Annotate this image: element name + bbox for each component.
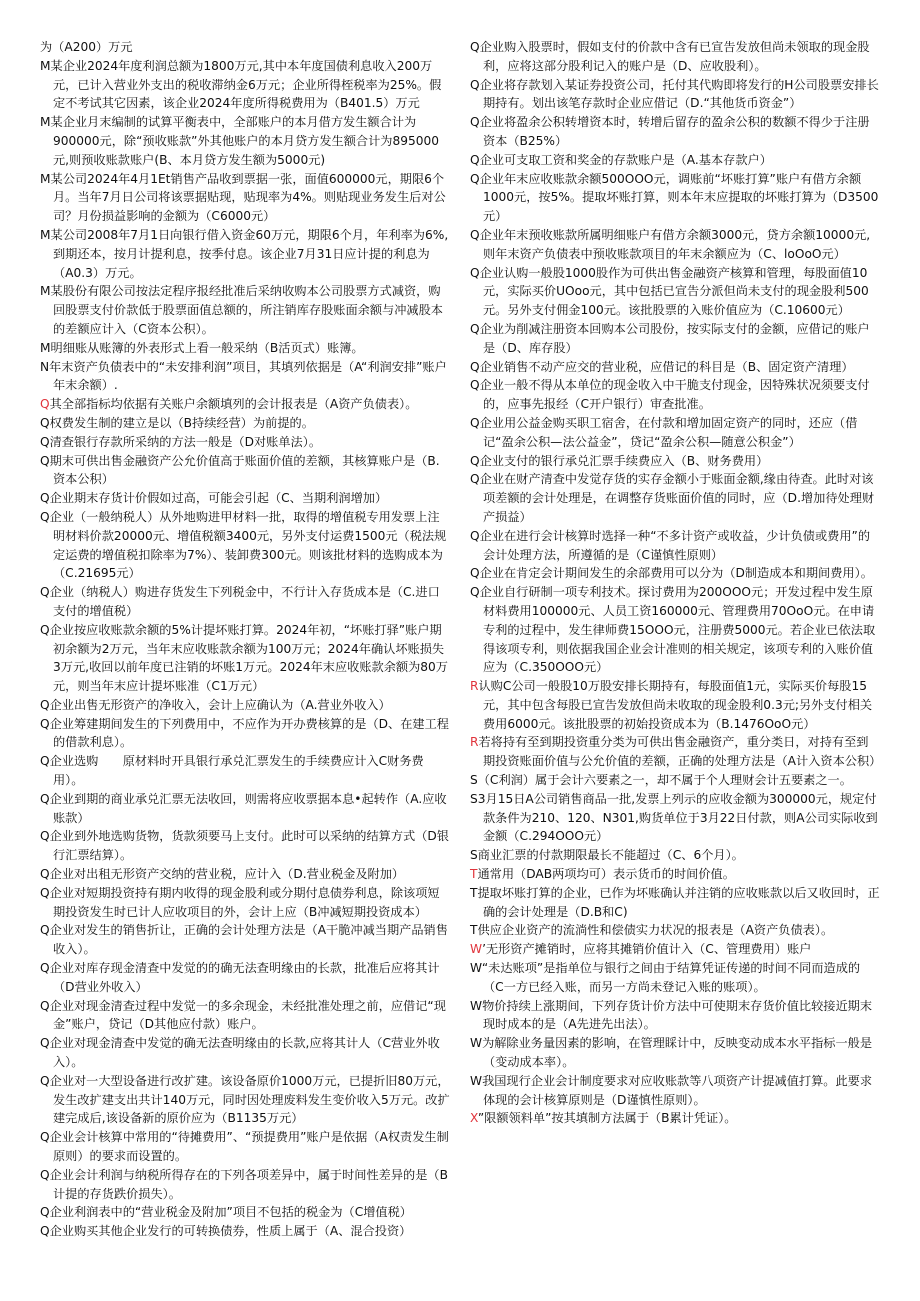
index-letter: Q [40,1205,50,1220]
index-letter: Q [40,1130,50,1145]
question-text: 企业认购一般股1000股作为可供出售金融资产核算和管理，每股面值10元，实际买价UOoo元，其中包括已宣告分派但尚未支付的现金股利500元。另外支付佣金100元。该批股票的入账价值应为（C.10600元） [479,265,869,318]
question-text: 某公司2024年4月1Et销售产品收到票据一张，面值600000元，期限6个月。当年7月日公司将该票据贴现，贴现率为4%。则贴现业务发生后对公司？月份损益影响的金额为（C6000元） [50,171,446,224]
question-item [470,264,880,320]
index-letter: M [40,227,51,242]
question-item [470,846,880,865]
question-text: 企业一般不得从本单位的现金收入中干脆支付现金，因特殊状况须要支付的，应事先报经（C开户银行）审查批准。 [479,378,870,412]
question-text: 企业对库存现金清查中发觉的的确无法查明缘由的长款，批准后应将其计（D营业外收入） [49,961,440,994]
index-letter: Q [470,40,480,54]
question-text: 我国现行企业会计制度要求对应收账款等八项资产计提减值打算。此要求体现的会计核算原则是（D谨慎性原则）。 [482,1073,873,1107]
question-item [40,1128,450,1166]
question-item [40,865,450,884]
question-text: 年末资产负债表中的“未安排利润”项目，其填列依据是（A“利润安排”账户年末余额）. [49,359,447,393]
index-letter: W [470,1073,483,1088]
index-letter: W [470,1036,483,1051]
index-letter: S [470,848,478,863]
question-text: 某企业2024年度利润总额为1800万元,其中本年度国债利息收入200万元，已计入营业外支出的税收滞纳金6万元；企业所得桎税率为25%。假定不考试其它因素，该企业2024年度所得税费用为（B401.5）万元 [50,58,442,111]
question-item [470,959,880,997]
question-item [470,677,880,733]
index-letter: M [40,58,51,73]
question-item [470,170,880,226]
index-letter: Q [40,829,50,844]
question-item [470,940,880,959]
question-text: 企业（一般纳税人）从外地购进甲材料一批，取得的增值税专用发票上注明材料价款20000元、增值税额3400元，另外支付运费1500元（税法规定运费的增值税扣除率为7%）、装卸费300元。则该批材料的选购成本为（C.21695元） [49,509,447,581]
question-text: 企业（纳税人）购进存货发生下列税金中，不行计入存货成本是（C.进口支付的增值税） [49,585,440,618]
question-text: 权费发生制的建立是以（B持续经营）为前提的。 [49,415,314,430]
question-text: （C利润）属于会计六要素之一，却不属于个人理财会计五要素之一。 [477,773,852,788]
index-letter: R [470,735,479,750]
left-column [40,38,450,1281]
index-letter: Q [470,585,480,600]
question-item [470,884,880,922]
question-item [470,414,880,452]
question-item [470,320,880,358]
question-text: 期末可供出售金融资产公允价值高于账面价值的差额，其核算账户是（B.资本公积） [49,453,440,487]
question-text: 企业年末应收账款余额500OOO元，调账前“坏账打算”账户有借方余额1000元，按5%。提取坏账打算，则本年末应提取的坏账打算为（D3500元） [479,171,879,224]
question-item [470,151,880,170]
question-text: 企业选购 原材料时开具银行承兑汇票发生的手续费应计入C财务费用）。 [49,754,424,788]
right-column [470,38,880,1281]
question-item [40,621,450,696]
question-item [40,414,450,433]
index-letter: Q [40,791,50,806]
question-item [40,508,450,583]
question-item [40,452,450,490]
question-item [470,76,880,114]
question-item [40,395,450,414]
question-text: 通常用（DAB两项均可）表示货币的时间价值。 [477,867,735,882]
index-letter: S [470,791,478,806]
question-item [40,696,450,715]
question-item [40,1222,450,1241]
question-item [40,921,450,959]
index-letter: S [470,773,478,788]
question-item [40,57,450,113]
index-letter: Q [470,227,480,242]
question-text: 某企业月末编制的试算平衡表中，全部账户的本月借方发生额合计为900000元，除“预收账款”外其他账户的本月贷方发生额合计为895000元,则预收账款账户(B、本月贷方发生额为5000元) [50,115,439,167]
index-letter: Q [40,1224,50,1239]
question-text: 明细账从账簿的外表形式上看一般采纳（B活页式）账簿。 [50,340,364,355]
index-letter: W [470,998,483,1013]
index-letter: Q [470,265,480,280]
index-letter: T [470,867,478,882]
question-item [470,1034,880,1072]
index-letter: Q [40,1036,50,1051]
question-text: 企业在财产清查中发觉存货的实存金额小于账面金额,缘由待查。此时对该项差额的会计处理是，在调整存货账面价值的同时，应（D.增加待处理财产损益） [479,472,875,524]
index-letter: Q [40,754,50,769]
question-item [40,1166,450,1204]
question-text: ’无形资产摊销时，应将其摊销价值计入（C、管理费用）账户 [482,942,812,957]
question-text: 企业为削减注册资本回购本公司股份，按实际支付的金额，应借记的账户是（D、库存股） [479,321,870,355]
question-text: 企业会计核算中常用的“待摊费用”、“预提费用”账户是依据（A权责发生制原则）的要求而设置的。 [49,1130,449,1164]
index-letter: Q [40,509,50,524]
index-letter: M [40,171,51,186]
index-letter: Q [40,622,50,637]
question-item [470,921,880,940]
question-item [40,583,450,621]
question-text: 企业在肯定会计期间发生的余部费用可以分为（D制造成本和期间费用）。 [479,566,873,581]
index-letter: Q [40,1167,50,1182]
question-item [40,226,450,282]
index-letter: Q [470,77,480,92]
question-text: 为解除业务量因素的影响，在管理睬计中，反映变动成本水平指标一般是（变动成本率）。 [482,1036,873,1070]
index-letter: Q [470,415,480,430]
index-letter: Q [470,321,480,336]
index-letter: Q [40,867,50,882]
question-item [40,752,450,790]
index-letter: Q [40,397,50,412]
index-letter: Q [470,171,480,186]
index-letter: W [470,961,482,976]
index-letter: Q [40,961,50,976]
question-item [40,959,450,997]
question-item [470,733,880,771]
question-text: 企业到外地选购货物，货款须要马上支付。此时可以采纳的结算方式（D银行汇票结算）。 [49,829,449,863]
question-text: 企业对发生的销售折让，正确的会计处理方法是（A干脆冲减当期产品销售收入）。 [49,923,448,957]
question-text: 企业对短期投资持有期内收得的现金股利或分期付息债券利息，除该项短期投资发生时已计人应收项目的外，会计上应（B冲减短期投资成本） [49,885,440,919]
question-item [470,38,880,76]
question-item [470,113,880,151]
question-item [40,38,450,57]
question-text: 商业汇票的付款期限最长不能超过（C、6个月）。 [477,848,744,863]
question-item [40,997,450,1035]
question-text: 企业对现金清查过程中发觉一的多余现金，未经批准处理之前，应借记“现金”账户，贷记（D其他应付款）账户。 [49,998,446,1032]
index-letter: T [470,923,478,938]
question-text: 某股份有限公司按法定程序报经批准后采纳收购本公司股票方式减资，购回股票支付价款低于股票面值总额的，所注销库存股账面余额与冲减股本的差额应计入（C资本公积）。 [50,284,443,336]
question-text: 企业在进行会计核算时选择一种“不多计资产或收益，少计负债或费用”的会计处理方法，所遵循的是（C谨慎性原则） [479,528,871,562]
question-item [40,1072,450,1128]
question-item [40,827,450,865]
index-letter: Q [40,716,50,731]
question-item [40,489,450,508]
question-item [470,997,880,1035]
question-text: 若将持有至到期投资重分类为可供出售金融资产，重分类日，对持有至到期投资账面价值与公允价值的差额，正确的处理方法是（A计入资本公积） [478,735,882,769]
index-letter: Q [40,434,50,449]
question-item [40,170,450,226]
question-text: 企业将盈余公积转增资本时，转增后留存的盈余公积的数额不得少于注册资本（B25%） [479,115,870,148]
index-letter: Q [40,923,50,938]
index-letter: Q [40,585,50,600]
question-item [40,113,450,169]
question-item [40,715,450,753]
question-text: 企业支付的银行承兑汇票手续费应入（B、财务费用） [479,453,769,468]
index-letter: R [470,679,479,694]
index-letter: M [40,340,51,355]
index-letter: Q [470,359,480,374]
question-item [470,376,880,414]
question-item [470,1109,880,1128]
index-letter: W [470,942,483,957]
question-item [470,771,880,790]
question-text: ”限额领料单”按其填制方法属于（B累计凭证）。 [477,1111,737,1126]
question-text: 其全部指标均依据有关账户余额填列的会计报表是（A资产负债表）。 [49,397,418,412]
index-letter: M [40,284,51,299]
question-text: 企业期末存货计价假如过高，可能会引起（C、当期利润增加） [49,491,388,506]
question-item [470,470,880,526]
index-letter: Q [40,998,50,1013]
question-item [470,583,880,677]
question-item [470,1072,880,1110]
question-text: 企业筹建期间发生的下列费用中，不应作为开办费核算的是（D、在建工程的借款利息）。 [49,716,449,750]
question-text: 企业出售无形资产的净收入，会计上应确认为（A.营业外收入） [49,697,391,712]
question-text: 企业按应收账款余额的5%计提坏账打算。2024年初，“坏账打驿”账户期初余额为2万元，当年末应收账款余额为100万元；2024年确认坏账损失3万元,收回以前年度已注销的坏账1万元。2024年末应收账款余额为80万元，则当年末应计提坏账准（C1万元） [49,622,448,694]
question-text: 企业可支取工资和奖金的存款账户是（A.基本存款户） [479,152,772,167]
question-item [470,358,880,377]
question-item [40,790,450,828]
index-letter: Q [40,453,50,468]
question-text: 清查银行存款所采纳的方法一般是（D对账单法）。 [49,434,322,449]
question-text: 提取坏账打算的企业，已作为坏账确认并注销的应收账款以后又收回时，正确的会计处理是（D.B和C) [477,885,880,919]
index-letter: Q [40,1073,50,1088]
question-text: 企业对现金清查中发觉的确无法查明缘由的长款,应将其计人（C营业外收入）。 [49,1036,440,1070]
question-item [40,358,450,396]
index-letter: Q [470,115,480,130]
question-text: 供应企业资产的流淌性和偿债实力状况的报表是（A资产负债表）。 [477,923,834,938]
question-item [40,1203,450,1222]
question-item [40,1034,450,1072]
index-letter: Q [470,152,480,167]
index-letter: Q [40,697,50,712]
index-letter: Q [470,566,480,581]
question-text: 企业对出租无形资产交纳的营业税，应计入（D.营业税金及附加） [49,867,405,882]
question-text: 企业销售不动产应交的营业税，应借记的科目是（B、固定资产清理） [479,359,854,374]
question-item [470,527,880,565]
index-letter: M [40,115,51,130]
question-item [40,433,450,452]
index-letter: Q [470,453,480,468]
index-letter: Q [470,528,480,543]
question-item [40,282,450,338]
question-text: 企业对一大型设备进行改扩建。该设备原价1000万元，已提折旧80万元，发生改扩建支出共计140万元，同时因处理废料发生变价收入5万元。改扩建完成后,该设备新的原价应为（B1135万元） [49,1073,450,1126]
question-text: 企业购入股票时，假如支付的价款中含有已宣告发放但尚未领取的现金股利，应将这部分股利记入的账户是（D、应收股利）。 [479,40,870,73]
index-letter: N [40,359,50,374]
question-item [470,790,880,846]
index-letter: Q [470,378,480,393]
question-text: 企业自行研制一项专利技术。探讨费用为200OOO元；开发过程中发生原材料费用100000元、人员工资160000元、管理费用70OoO元。在申请专利的过程中，发生律师费15OOO元，注册费5000元。若企业已依法取得该项专利，则依据我国企业会计准则的相关规定，该项专利的入账价值应为（C.350OOO元） [479,585,876,675]
question-item [470,452,880,471]
index-letter: Q [40,415,50,430]
index-letter: Q [40,491,50,506]
question-item [470,226,880,264]
question-item [40,339,450,358]
index-letter: X [470,1111,478,1126]
index-letter: Q [40,885,50,900]
question-text: 3月15日A公司销售商品一批,发票上列示的应收金额为300000元，规定付款条件为210、120、N301,购货单位于3月22日付款，则A公司实际收到金额（C.294OOO元） [477,791,878,844]
index-letter: T [470,885,478,900]
question-item [470,865,880,884]
question-text: 物价持续上涨期间，下列存货计价方法中可使期末存货价值比较接近期末现时成本的是（A先进先出法）。 [482,998,873,1032]
question-text: 企业到期的商业承兑汇票无法收回，则需将应收票据本息•起转作（A.应收账款） [49,791,447,825]
question-text: 企业用公益金购买职工宿舍，在付款和增加固定资产的同时，还应（借记“盈余公积—法公益金”，贷记“盈余公积—随意公积金”） [479,415,858,449]
question-text: 企业会计利润与纳税所得存在的下列各项差异中，属于时间性差异的是（B计提的存货跌价损失）。 [49,1167,448,1201]
question-text: 某公司2008年7月1日向银行借入资金60万元，期限6个月，年利率为6%,到期还本，按月计提利息，按季付息。该企业7月31日应计提的利息为（A0.3）万元。 [50,227,449,280]
question-text: 企业购买其他企业发行的可转换债券，性质上属于（A、混合投资） [49,1224,412,1239]
question-text: 企业将存款划入某证券投资公司，托付其代购即将发行的H公司股票安排长期持有。划出该笔存款时企业应借记（D.“其他货币资金”） [479,77,879,111]
question-text: 企业利润表中的“营业税金及附加”项目不包括的税金为（C增值税） [49,1205,412,1220]
question-item [40,884,450,922]
question-text: 为（A200）万元 [40,40,133,54]
question-text: 认购C公司一般股10万股安排长期持有，每股面值1元，实际买价每股15元，其中包含每股已宣告发放但尚未收取的现金股利0.3元;另外支付相关费用6000元。该批股票的初始投资成本为（B.1476OoO元） [478,679,873,731]
question-text: 企业年末预收账款所属明细账户有借方余额3000元，贷方余额10000元,则年末资产负债表中预收账款项目的年末余额应为（C、loOoO元） [479,227,871,261]
index-letter: Q [470,472,480,487]
question-text: “未达账项”是指单位与银行之间由于结算凭证传递的时间不同而造成的（C一方已经入账，而另一方尚未登记入账的账项）。 [481,961,861,994]
question-item [470,564,880,583]
